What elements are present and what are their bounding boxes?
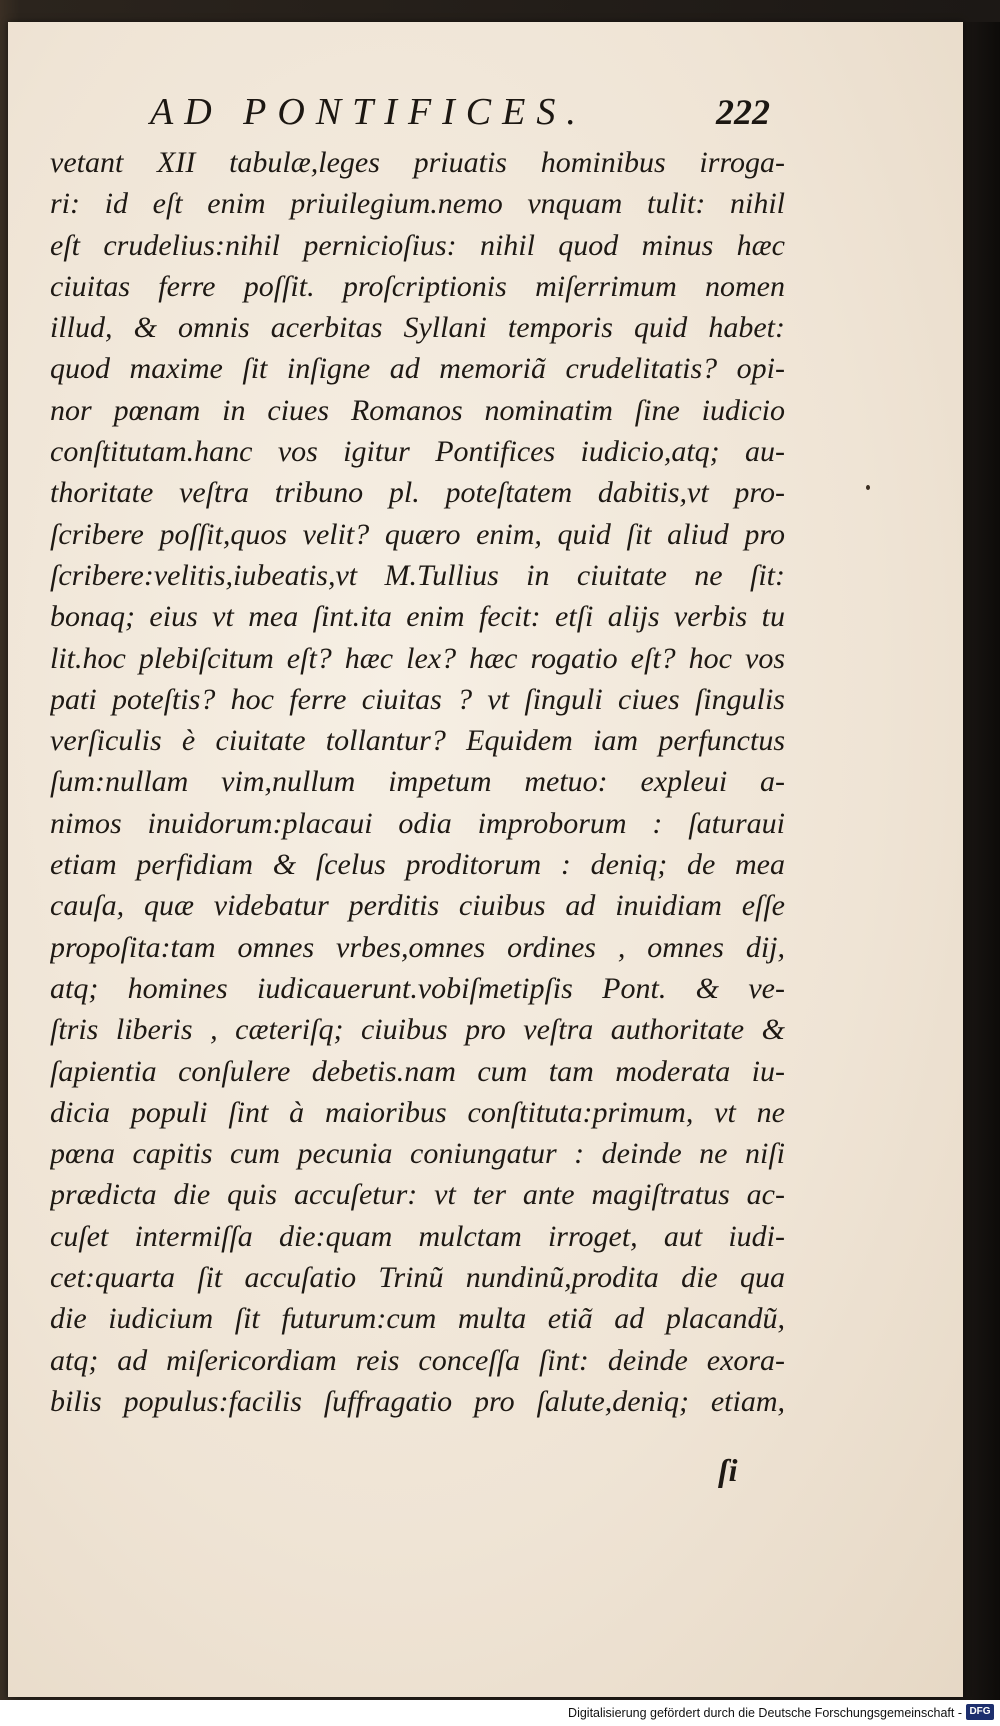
dfg-logo: DFG — [966, 1704, 994, 1720]
page-number: 222 — [716, 92, 770, 132]
text-line: ſtris liberis , cæteriſq; ciuibus pro veſtra authoritate & — [50, 1013, 785, 1047]
text-line: ciuitas ferre poſſit. proſcriptionis miſerrimum nomen — [50, 269, 785, 303]
text-line: conſtitutam.hanc vos igitur Pontifices iudicio,atq; au- — [50, 435, 785, 469]
text-line: prædicta die quis accuſetur: vt ter ante magiſtratus ac- — [50, 1178, 785, 1212]
text-line: cet:quarta ſit accuſatio Trinũ nundinũ,prodita die qua — [50, 1261, 785, 1295]
page-header — [150, 90, 770, 142]
text-line: ſcribere:velitis,iubeatis,vt M.Tullius in ciuitate ne ſit: — [50, 558, 785, 592]
book-edge — [963, 22, 1000, 1702]
text-line: bilis populus:facilis ſuffragatio pro ſalute,deniq; etiam, — [50, 1384, 785, 1418]
text-line: atq; homines iudicauerunt.vobiſmetipſis Pont. & ve- — [50, 971, 785, 1005]
text-line: vetant XII tabulæ,leges priuatis hominibus irroga- — [50, 146, 785, 179]
text-line: nimos inuidorum:placaui odia improborum : ſaturaui — [50, 806, 785, 840]
text-line: illud, & omnis acerbitas Syllani temporis quid habet: — [50, 311, 785, 345]
text-line: propoſita:tam omnes vrbes,omnes ordines , omnes dij, — [50, 930, 785, 964]
body-text — [50, 142, 785, 1422]
text-line: verſiculis è ciuitate tollantur? Equidem iam perfunctus — [50, 724, 785, 758]
text-line: die iudicium ſit futurum:cum multa etiã ad placandũ, — [50, 1302, 785, 1336]
footer-credit: Digitalisierung gefördert durch die Deutsche Forschungsgemeinschaft - — [568, 1706, 962, 1720]
text-line: ſcribere poſſit,quos velit? quæro enim, quid ſit aliud pro — [50, 517, 785, 551]
text-line: lit.hoc plebiſcitum eſt? hæc lex? hæc rogatio eſt? hoc vos — [50, 641, 785, 675]
text-line: thoritate veſtra tribuno pl. poteſtatem dabitis,vt pro- — [50, 476, 785, 510]
catchword: ſi — [718, 1452, 738, 1488]
text-line: etiam perfidiam & ſcelus proditorum : deniq; de mea — [50, 848, 785, 882]
text-line: eſt crudelius:nihil pernicioſius: nihil quod minus hæc — [50, 228, 785, 262]
text-line: atq; ad miſericordiam reis conceſſa ſint: deinde exora- — [50, 1343, 785, 1377]
text-line: bonaq; eius vt mea ſint.ita enim fecit: etſi alijs verbis tu — [50, 600, 785, 634]
text-line: nor pœnam in ciues Romanos nominatim ſine iudicio — [50, 393, 785, 427]
text-line: ſapientia conſulere debetis.nam cum tam moderata iu- — [50, 1054, 785, 1088]
text-line: cuſet intermiſſa die:quam mulctam irroget, aut iudi- — [50, 1219, 785, 1253]
text-line: ſum:nullam vim,nullum impetum metuo: expleui a- — [50, 765, 785, 799]
text-line: dicia populi ſint à maioribus conſtituta:primum, vt ne — [50, 1095, 785, 1129]
text-line: pœna capitis cum pecunia coniungatur : deinde ne niſi — [50, 1137, 785, 1171]
running-title: AD PONTIFICES. — [150, 91, 587, 133]
text-line: pati poteſtis? hoc ferre ciuitas ? vt ſinguli ciues ſingulis — [50, 682, 785, 716]
text-line: cauſa, quæ videbatur perditis ciuibus ad inuidiam eſſe — [50, 889, 785, 923]
text-line: quod maxime ſit inſigne ad memoriã crudelitatis? opi- — [50, 352, 785, 386]
ink-speck — [866, 485, 870, 490]
text-line: ri: id eſt enim priuilegium.nemo vnquam tulit: nihil — [50, 187, 785, 221]
